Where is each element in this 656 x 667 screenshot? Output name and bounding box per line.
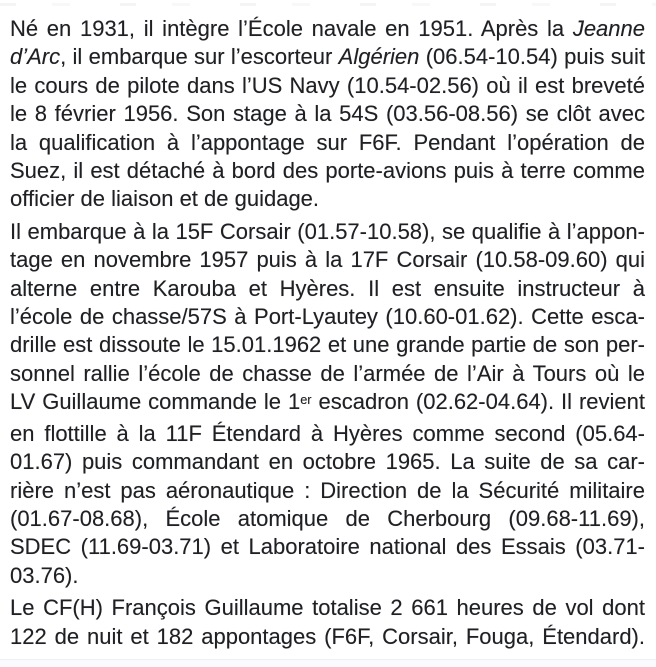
text-run: l’école de chasse/57S à Port-Lyautey (10.60-01.62). Cette esca- <box>10 304 645 330</box>
text-run: , il embarque sur l’escorteur <box>60 44 339 70</box>
paragraph <box>10 15 645 214</box>
text-run: Né en 1931, il intègre l’École navale en 1951. Après la <box>10 16 573 41</box>
text-run: 01.67) puis commandant en octobre 1965. La suite de sa car- <box>10 449 645 475</box>
text-run: le 8 février 1956. Son stage à la 54S (03.56-08.56) se clôt avec <box>10 101 645 127</box>
text-run: LV Guillaume commande le 1 <box>10 389 301 415</box>
text-run: 03.76). <box>10 562 79 588</box>
text-run: tage en novembre 1957 puis à la 17F Corsair (10.58-09.60) qui <box>10 247 645 273</box>
text-run: Il embarque à la 15F Corsair (01.57-10.58), se qualifie à l’appon- <box>10 218 645 244</box>
text-line <box>10 623 645 651</box>
paragraph <box>10 594 645 651</box>
text-run: le cours de pilote dans l’US Navy (10.54-02.56) où il est breveté <box>10 72 645 98</box>
italic-run: d’Arc <box>10 44 61 70</box>
italic-run: Algérien <box>338 44 420 70</box>
text-run: en flottille à la 11F Étendard à Hyères comme second (05.64- <box>10 420 645 446</box>
text-line <box>10 448 645 476</box>
text-line <box>10 72 645 100</box>
text-line <box>10 303 645 331</box>
text-run: (06.54-10.54) puis suit <box>419 44 645 70</box>
text-line <box>10 331 645 359</box>
text-line <box>10 533 645 561</box>
text-line <box>10 477 645 505</box>
text-run: rière n’est pas aéronautique : Direction de la Sécurité militaire <box>10 477 645 503</box>
text-run: sonnel rallie l’école de chasse de l’armée de l’Air à Tours où le <box>10 360 645 386</box>
text-line <box>10 100 645 128</box>
text-run: la qualification à l’appontage sur F6F. Pendant l’opération de <box>10 129 645 155</box>
text-run: Suez, il est détaché à bord des porte-avions puis à terre comme <box>10 158 645 184</box>
text-run: officier de liaison et de guidage. <box>10 186 320 212</box>
text-line <box>10 505 645 533</box>
text-run: (01.67-08.68), École atomique de Cherbourg (09.68-11.69), <box>10 505 645 531</box>
text-line <box>10 275 645 303</box>
paragraph <box>10 218 645 590</box>
text-line <box>10 420 645 448</box>
text-line <box>10 388 645 419</box>
text-run: drille est dissoute le 15.01.1962 et une grande partie de son per- <box>10 332 645 358</box>
text-line <box>10 15 645 43</box>
text-line <box>10 157 645 185</box>
text-line <box>10 43 645 71</box>
text-run: escadron (02.62-04.64). Il revient <box>311 389 645 415</box>
italic-run: Jeanne <box>572 16 645 41</box>
page-bottom-strip <box>0 659 656 667</box>
text-line <box>10 185 645 213</box>
text-line <box>10 218 645 246</box>
text-line <box>10 360 645 388</box>
text-line <box>10 246 645 274</box>
superscript-run: er <box>300 391 312 407</box>
text-run: alterne entre Karouba et Hyères. Il est ensuite instructeur à <box>10 275 645 301</box>
text-line <box>10 562 645 590</box>
text-run: Le CF(H) François Guillaume totalise 2 661 heures de vol dont <box>10 595 645 621</box>
text-run: 122 de nuit et 182 appontages (F6F, Corsair, Fouga, Étendard). <box>10 623 645 649</box>
text-run: SDEC (11.69-03.71) et Laboratoire national des Essais (03.71- <box>10 534 645 560</box>
text-line <box>10 129 645 157</box>
text-line <box>10 594 645 622</box>
